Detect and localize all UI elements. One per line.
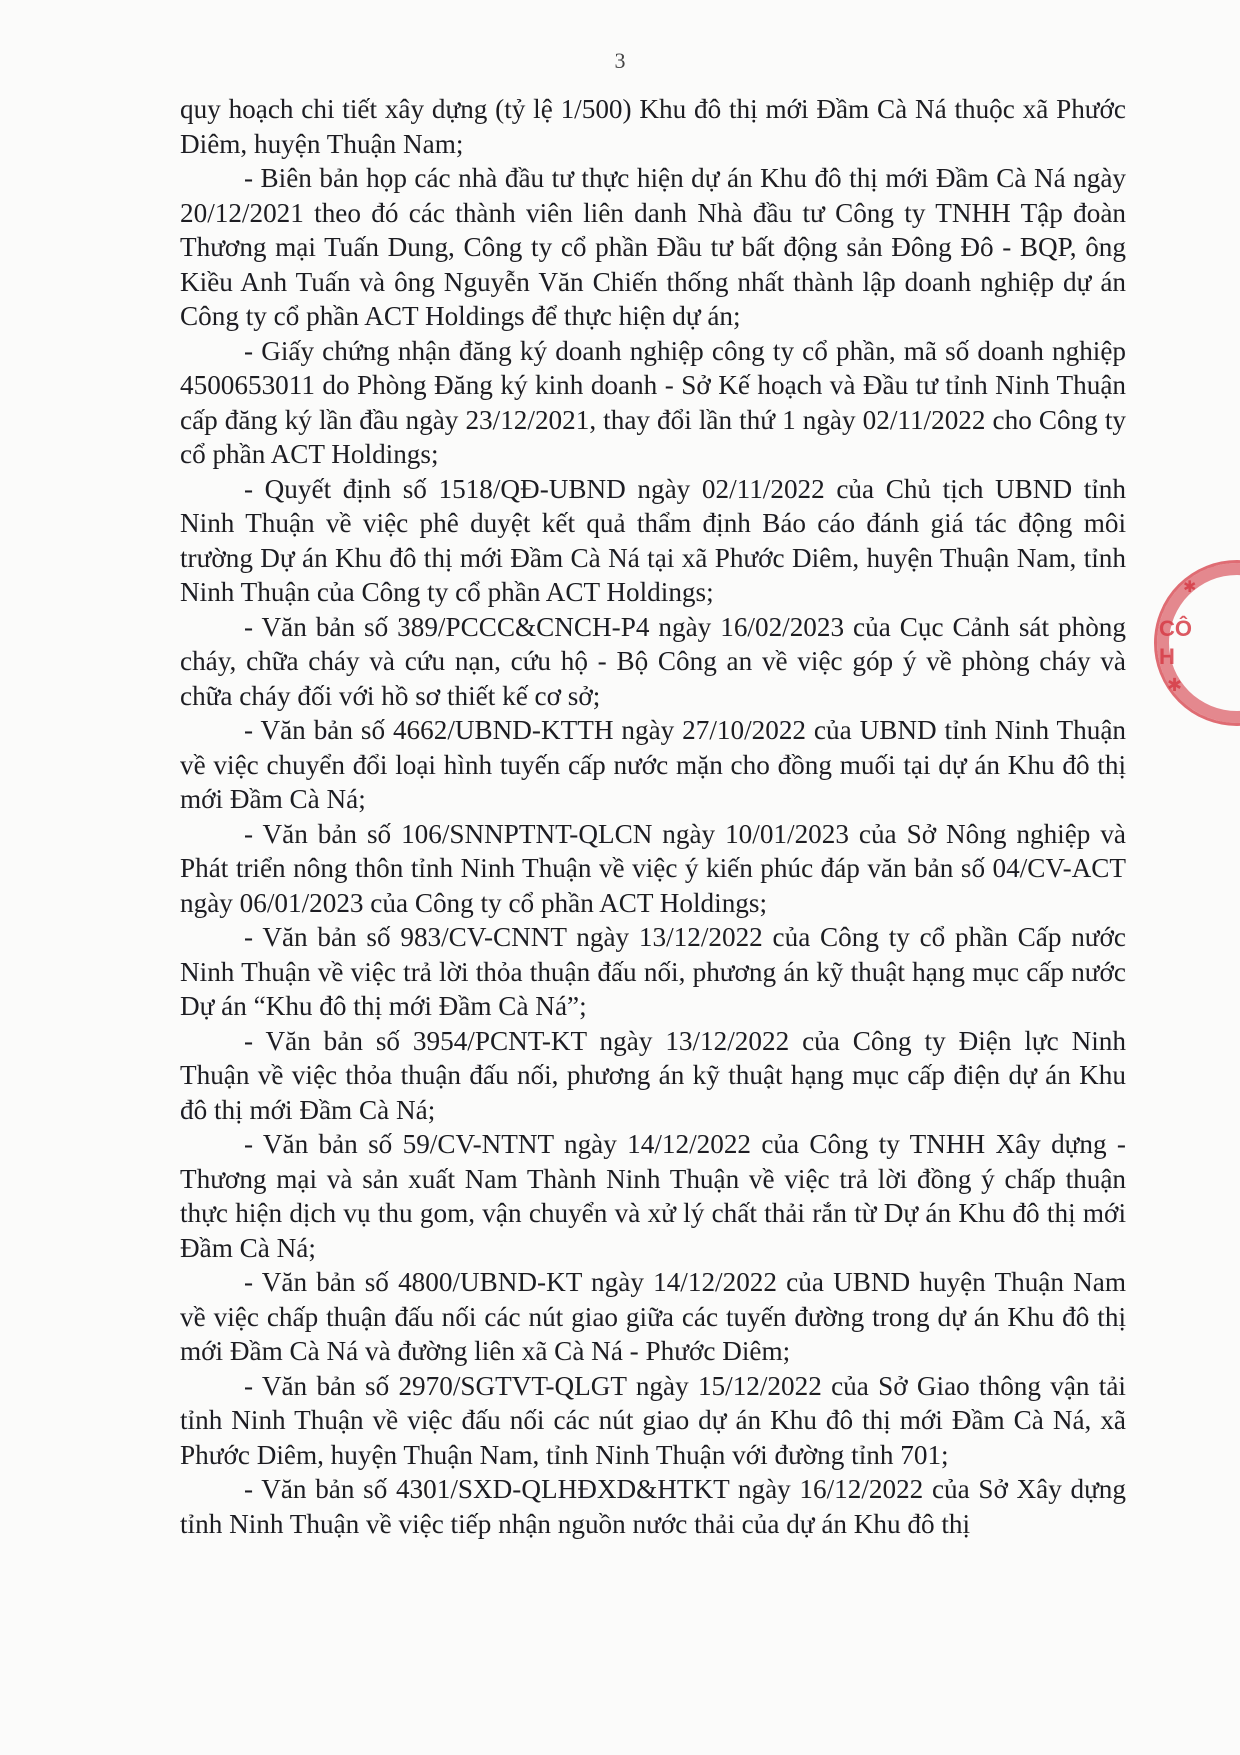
red-seal-stamp <box>1154 560 1240 726</box>
stamp-star-icon: ✱ <box>1167 675 1183 695</box>
paragraph-document-983: - Văn bản số 983/CV-CNNT ngày 13/12/2022 của Công ty cổ phần Cấp nước Ninh Thuận về việc trả lời thỏa thuận đấu nối, phương án kỹ thuật hạng mục cấp nước Dự án “Khu đô thị mới Đầm Cà Ná”; <box>180 922 1126 1021</box>
paragraph-document-2970: - Văn bản số 2970/SGTVT-QLGT ngày 15/12/2022 của Sở Giao thông vận tải tỉnh Ninh Thuận về việc đấu nối các nút giao dự án Khu đô thị mới Đầm Cà Ná, xã Phước Diêm, huyện Thuận Nam, tỉnh Ninh Thuận với đường tỉnh 701; <box>180 1370 1126 1470</box>
stamp-text: CÔ H <box>1159 616 1192 669</box>
paragraph-document-106: - Văn bản số 106/SNNPTNT-QLCN ngày 10/01/2023 của Sở Nông nghiệp và Phát triển nông thôn tỉnh Ninh Thuận về việc ý kiến phúc đáp văn bản số 04/CV-ACT ngày 06/01/2023 của Công ty cổ phần ACT Holdings; <box>180 818 1126 918</box>
page-number: 3 <box>614 48 626 73</box>
paragraph-continuation: quy hoạch chi tiết xây dựng (tỷ lệ 1/500) Khu đô thị mới Đầm Cà Ná thuộc xã Phước Diêm, huyện Thuận Nam; <box>180 94 1126 159</box>
paragraph-meeting-minutes: - Biên bản họp các nhà đầu tư thực hiện dự án Khu đô thị mới Đầm Cà Ná ngày 20/12/2021 theo đó các thành viên liên danh Nhà đầu tư Công ty TNHH Tập đoàn Thương mại Tuấn Dung, Công ty cổ phần Đầu tư bất động sản Đông Đô - BQP, ông Kiều Anh Tuấn và ông Nguyễn Văn Chiến thống nhất thành lập doanh nghiệp dự án Công ty cổ phần ACT Holdings để thực hiện dự án; <box>180 163 1126 331</box>
paragraph-business-registration: - Giấy chứng nhận đăng ký doanh nghiệp công ty cổ phần, mã số doanh nghiệp 4500653011 do Phòng Đăng ký kinh doanh - Sở Kế hoạch và Đầu tư tỉnh Ninh Thuận cấp đăng ký lần đầu ngày 23/12/2021, thay đổi lần thứ 1 ngày 02/11/2022 cho Công ty cổ phần ACT Holdings; <box>180 335 1126 469</box>
paragraph-decision-1518: - Quyết định số 1518/QĐ-UBND ngày 02/11/2022 của Chủ tịch UBND tỉnh Ninh Thuận về việc phê duyệt kết quả thẩm định Báo cáo đánh giá tác động môi trường Dự án Khu đô thị mới Đầm Cà Ná tại xã Phước Diêm, huyện Thuận Nam, tỉnh Ninh Thuận của Công ty cổ phần ACT Holdings; <box>180 473 1126 607</box>
paragraph-document-59: - Văn bản số 59/CV-NTNT ngày 14/12/2022 của Công ty TNHH Xây dựng - Thương mại và sản xuất Nam Thành Ninh Thuận về việc trả lời đồng ý chấp thuận thực hiện dịch vụ thu gom, vận chuyển và xử lý chất thải rắn từ Dự án Khu đô thị mới Đầm Cà Ná; <box>180 1129 1126 1263</box>
stamp-star-icon: ✱ <box>1183 579 1197 596</box>
document-body <box>180 92 1126 1541</box>
paragraph-document-4662: - Văn bản số 4662/UBND-KTTH ngày 27/10/2022 của UBND tỉnh Ninh Thuận về việc chuyển đổi loại hình tuyến cấp nước mặn cho đồng muối tại dự án Khu đô thị mới Đầm Cà Ná; <box>180 715 1126 814</box>
paragraph-document-389: - Văn bản số 389/PCCC&CNCH-P4 ngày 16/02/2023 của Cục Cảnh sát phòng cháy, chữa cháy và cứu nạn, cứu hộ - Bộ Công an về việc góp ý về phòng cháy và chữa cháy đối với hồ sơ thiết kế cơ sở; <box>180 611 1126 711</box>
paragraph-document-4301: - Văn bản số 4301/SXD-QLHĐXD&HTKT ngày 16/12/2022 của Sở Xây dựng tỉnh Ninh Thuận về việc tiếp nhận nguồn nước thải của dự án Khu đô thị <box>180 1474 1126 1539</box>
paragraph-document-3954: - Văn bản số 3954/PCNT-KT ngày 13/12/2022 của Công ty Điện lực Ninh Thuận về việc thỏa thuận đấu nối, phương án kỹ thuật hạng mục cấp điện dự án Khu đô thị mới Đầm Cà Ná; <box>180 1025 1126 1125</box>
paragraph-document-4800: - Văn bản số 4800/UBND-KT ngày 14/12/2022 của UBND huyện Thuận Nam về việc chấp thuận đấu nối các nút giao giữa các tuyến đường trong dự án Khu đô thị mới Đầm Cà Ná và đường liên xã Cà Ná - Phước Diêm; <box>180 1267 1126 1366</box>
